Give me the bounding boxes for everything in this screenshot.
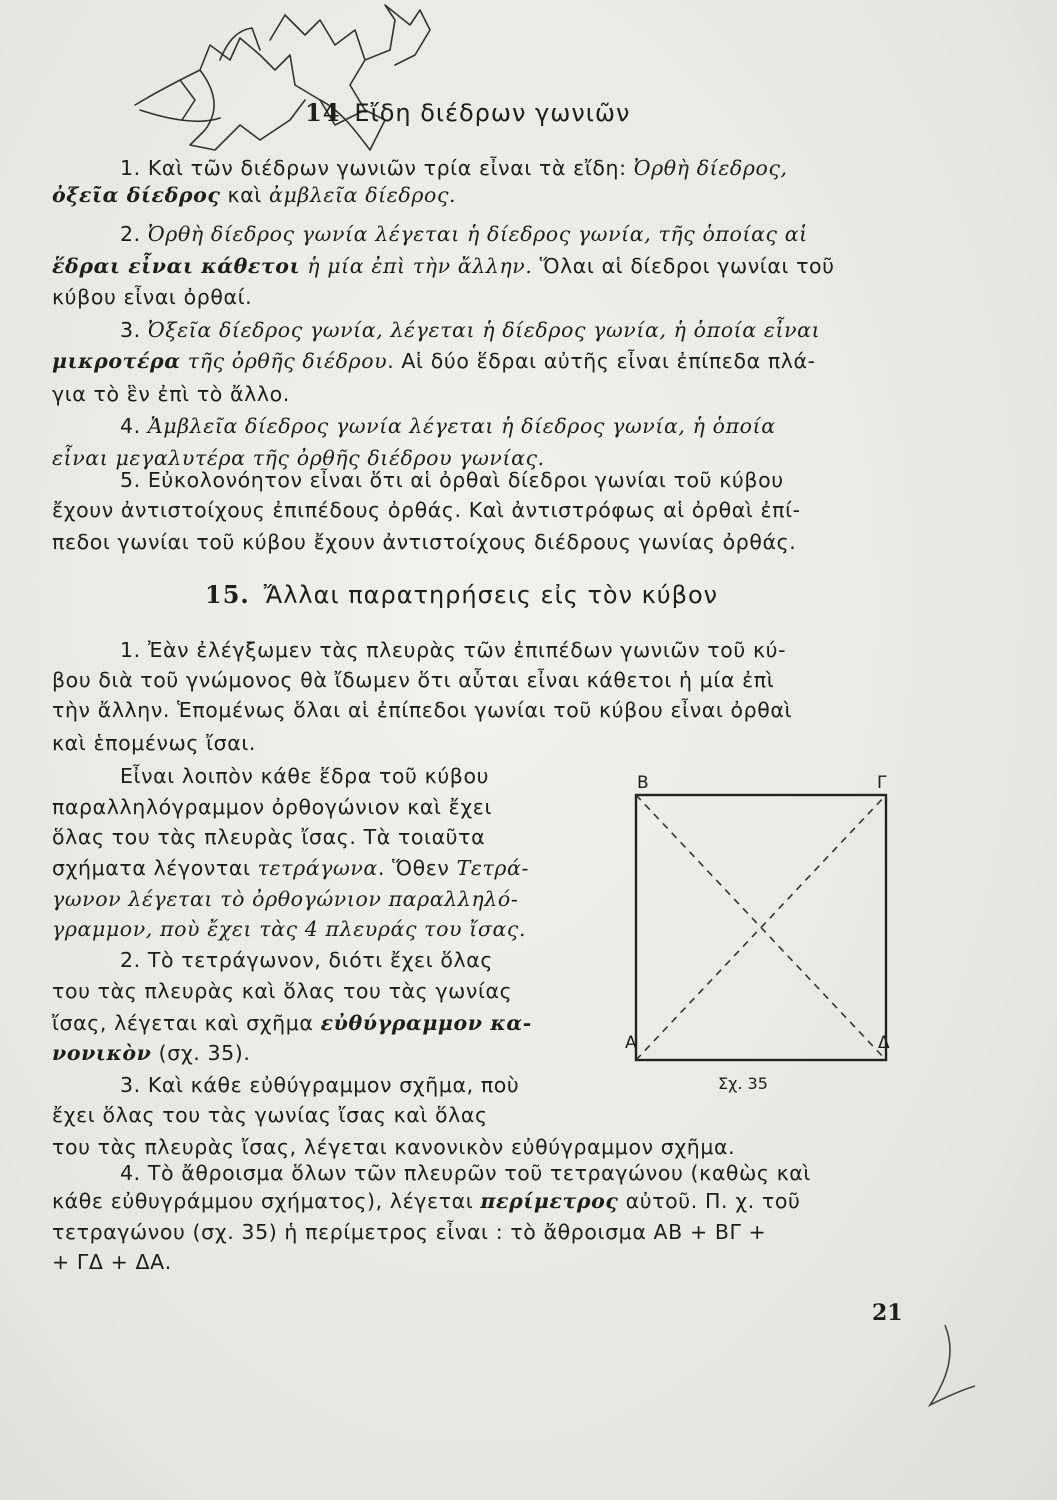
text-segment: ἴσας, λέγεται καὶ σχῆμα [52, 1011, 321, 1035]
text-segment: σχήματα λέγονται [52, 856, 258, 880]
text-segment: γωνον λέγεται τὸ ὀρθογώνιον παραλληλό- [52, 887, 519, 911]
text-segment: 1. Ἐὰν ἐλέγξωμεν τὰς πλευρὰς τῶν ἐπιπέδων γωνιῶν τοῦ κύ- [120, 638, 787, 662]
text-segment: καὶ [220, 183, 270, 207]
section15-line [52, 1043, 251, 1064]
section15-line [52, 1105, 488, 1126]
section14-line [52, 256, 835, 277]
page-number: 21 [872, 1300, 903, 1326]
section15-line [120, 640, 786, 661]
section-15-heading [205, 580, 718, 609]
text-segment: 3. [120, 318, 148, 342]
text-segment: 1. Καὶ τῶν διέδρων γωνιῶν τρία εἶναι τὰ εἴδη: [120, 156, 634, 180]
section-15-title: Ἄλλαι παρατηρήσεις εἰς τὸν κύβον [263, 581, 719, 609]
vertex-label-b: Β [637, 773, 649, 793]
section15-line [52, 827, 485, 848]
figure-caption: Σχ. 35 [718, 1074, 768, 1093]
text-segment: 4. [120, 414, 148, 438]
section14-line [52, 448, 545, 469]
text-segment: για τὸ ἓν ἐπὶ τὸ ἄλλο. [52, 382, 290, 406]
text-segment: Ὅλαι αἱ δίεδροι γωνίαι τοῦ [532, 254, 835, 278]
text-segment: μικροτέρα [52, 349, 181, 373]
text-segment: εἶναι μεγαλυτέρα τῆς ὀρθῆς διέδρου γωνίας. [52, 446, 545, 470]
section15-line [52, 797, 492, 818]
section15-line [52, 919, 526, 940]
section14-line [52, 384, 290, 405]
section15-line [52, 889, 518, 910]
section14-line [52, 185, 456, 206]
text-segment: νονικὸν [52, 1041, 152, 1065]
section15-line [52, 1191, 800, 1212]
text-segment: 5. Εὐκολονόητον εἶναι ὅτι αἱ ὀρθαὶ δίεδροι γωνίαι τοῦ κύβου [120, 468, 784, 492]
text-segment: εὐθύγραμμον κα- [320, 1011, 532, 1035]
text-segment: καὶ ἑπομένως ἴσαι. [52, 731, 256, 755]
text-segment: περίμετρος [480, 1189, 619, 1213]
section15-line [52, 858, 529, 879]
text-segment: του τὰς πλευρὰς ἴσας, λέγεται κανονικὸν εὐθύγραμμον σχῆμα. [52, 1135, 736, 1159]
text-segment: ὅλας του τὰς πλευρὰς ἴσας. Τὰ τοιαῦτα [52, 825, 486, 849]
vertex-label-a: Α [625, 1033, 637, 1053]
text-segment: πεδοι γωνίαι τοῦ κύβου ἔχουν ἀντιστοίχους διέδρους γωνίας ὀρθάς. [52, 530, 797, 554]
section15-line [52, 670, 774, 691]
text-segment: ἡ μία ἐπὶ τὴν ἄλλην. [300, 254, 533, 278]
text-segment: 2. Τὸ τετράγωνον, διότι ἔχει ὅλας [120, 948, 494, 972]
text-segment: Ὀρθὴ δίεδρος, [633, 156, 788, 180]
vertex-label-d: Δ [878, 1033, 890, 1053]
text-segment: ἔχει ὅλας του τὰς γωνίας ἴσας καὶ ὅλας [52, 1103, 488, 1127]
text-segment: παραλληλόγραμμον ὀρθογώνιον καὶ ἔχει [52, 795, 492, 819]
text-segment: . Ὅθεν [377, 856, 457, 880]
section14-line [52, 287, 252, 308]
section15-line [120, 950, 493, 971]
section-14-number: 14 [305, 98, 341, 127]
section-14-heading [305, 98, 630, 127]
text-segment: . Αἱ δύο ἕδραι αὐτῆς εἶναι ἐπίπεδα πλά- [387, 349, 816, 373]
text-segment: τετράγωνα [257, 856, 378, 880]
text-segment: ὀξεῖα δίεδρος [52, 183, 221, 207]
section15-line [120, 1163, 811, 1184]
text-segment: ἔχουν ἀντιστοίχους ἐπιπέδους ὀρθάς. Καὶ ἀντιστρόφως αἱ ὀρθαὶ ἐπί- [52, 498, 801, 522]
text-segment: Τετρά- [456, 856, 530, 880]
pencil-scribble-icon [120, 0, 450, 170]
section14-line [120, 158, 788, 179]
section14-line [120, 224, 808, 245]
text-segment: ἕδραι εἶναι κάθετοι [52, 254, 301, 278]
text-segment: του τὰς πλευρὰς καὶ ὅλας του τὰς γωνίας [52, 979, 513, 1003]
section15-line [52, 700, 792, 721]
section14-line [52, 500, 801, 521]
text-segment: Ἀμβλεῖα δίεδρος γωνία λέγεται ἡ δίεδρος γωνία, ἡ ὁποία [147, 414, 776, 438]
section15-line [52, 1252, 172, 1273]
text-segment: 4. Τὸ ἄθροισμα ὅλων τῶν πλευρῶν τοῦ τετραγώνου (καθὼς καὶ [120, 1161, 811, 1185]
figure-35-square-diagram [620, 770, 920, 1100]
text-segment: 2. [120, 222, 148, 246]
section15-line [52, 1013, 532, 1034]
text-segment: Ὀρθὴ δίεδρος γωνία λέγεται ἡ δίεδρος γωνία, τῆς ὁποίας αἱ [147, 222, 808, 246]
section15-line [52, 1222, 766, 1243]
section-15-number: 15. [205, 580, 250, 609]
section-14-title: Εἴδη διέδρων γωνιῶν [354, 99, 631, 127]
section14-line [120, 470, 784, 491]
section14-line [52, 532, 796, 553]
vertex-label-g: Γ [877, 773, 887, 793]
text-segment: γραμμον, ποὺ ἔχει τὰς 4 πλευράς του ἴσας. [52, 917, 527, 941]
section15-line [52, 733, 256, 754]
text-segment: Ὀξεῖα δίεδρος γωνία, λέγεται ἡ δίεδρος γωνία, ἡ ὁποία εἶναι [147, 318, 821, 342]
text-segment: κύβου εἶναι ὀρθαί. [52, 285, 253, 309]
text-segment: (σχ. 35). [151, 1041, 251, 1065]
text-segment: βου διὰ τοῦ γνώμονος θὰ ἴδωμεν ὅτι αὗται εἶναι κάθετοι ἡ μία ἐπὶ [52, 668, 775, 692]
section15-line [52, 1137, 735, 1158]
section14-line [120, 416, 776, 437]
section15-line [120, 766, 489, 787]
text-segment: + ΓΔ + ΔΑ. [52, 1250, 172, 1274]
text-segment: 3. Καὶ κάθε εὐθύγραμμον σχῆμα, ποὺ [120, 1073, 520, 1097]
text-segment: κάθε εὐθυγράμμου σχήματος), λέγεται [52, 1189, 481, 1213]
corner-pencil-mark-icon [900, 1320, 980, 1420]
text-segment: τετραγώνου (σχ. 35) ἡ περίμετρος εἶναι : τὸ ἄθροισμα ΑΒ + ΒΓ + [52, 1220, 767, 1244]
text-segment: ἀμβλεῖα δίεδρος. [269, 183, 457, 207]
section14-line [52, 351, 816, 372]
section15-line [52, 981, 512, 1002]
text-segment: αὐτοῦ. Π. χ. τοῦ [618, 1189, 801, 1213]
text-segment: τὴν ἄλλην. Ἑπομένως ὅλαι αἱ ἐπίπεδοι γωνίαι τοῦ κύβου εἶναι ὀρθαὶ [52, 698, 793, 722]
text-segment: τῆς ὀρθῆς διέδρου [180, 349, 388, 373]
section14-line [120, 320, 820, 341]
text-segment: Εἶναι λοιπὸν κάθε ἕδρα τοῦ κύβου [120, 764, 490, 788]
section15-line [120, 1075, 519, 1096]
